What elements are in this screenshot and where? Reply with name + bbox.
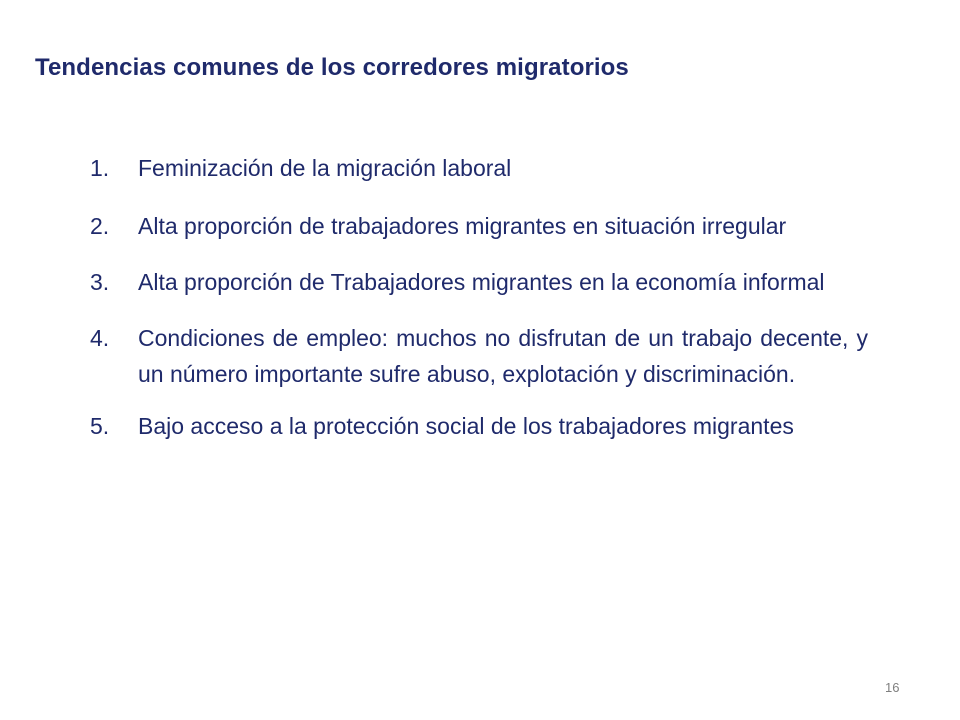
list-item — [90, 150, 868, 186]
list-item-number: 3. — [90, 269, 110, 295]
list-item-number: 4. — [90, 325, 110, 351]
list-item — [90, 264, 868, 300]
slide-title: Tendencias comunes de los corredores migratorios — [35, 54, 629, 81]
list-item — [90, 208, 868, 244]
list-item-text: Bajo acceso a la protección social de los trabajadores migrantes — [138, 413, 794, 439]
list-item-text: Feminización de la migración laboral — [138, 155, 512, 181]
trend-list — [90, 150, 868, 464]
list-item — [90, 320, 868, 392]
list-item-text: Alta proporción de trabajadores migrantes en situación irregular — [138, 213, 787, 239]
page-number: 16 — [885, 680, 900, 695]
list-item-number: 1. — [90, 155, 110, 181]
list-item-text: Condiciones de empleo: muchos no disfrutan de un trabajo decente, y un número importante sufre abuso, explotación y discriminación. — [138, 325, 868, 387]
list-item-number: 5. — [90, 413, 110, 439]
list-item-text: Alta proporción de Trabajadores migrantes en la economía informal — [138, 269, 825, 295]
list-item — [90, 408, 868, 444]
list-item-number: 2. — [90, 213, 110, 239]
